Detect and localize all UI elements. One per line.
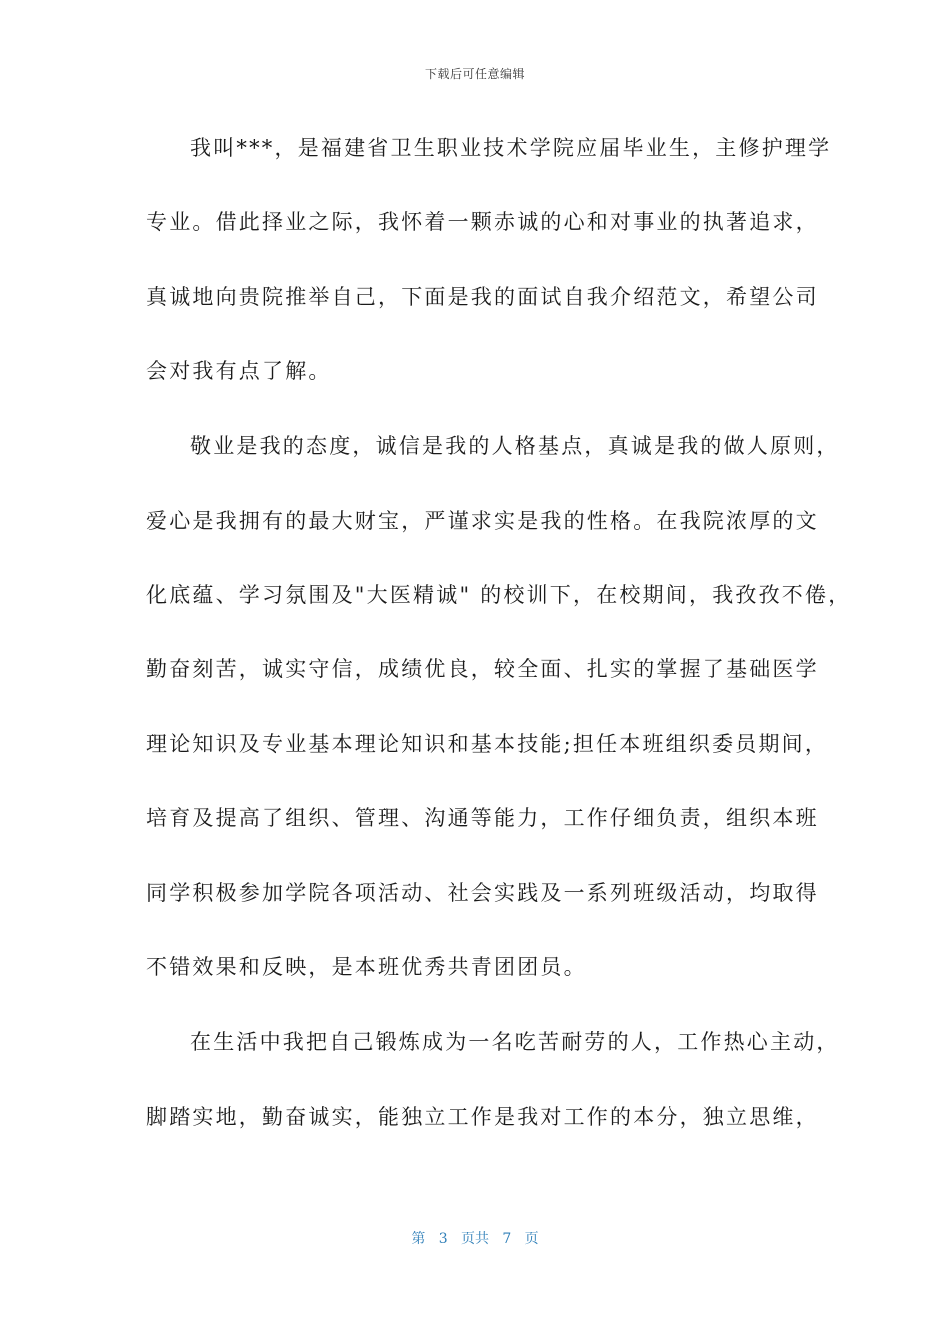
footer-middle: 页共 (461, 1231, 489, 1247)
body-line: 勤奋刻苦，诚实守信，成绩优良，较全面、扎实的掌握了基础医学 (146, 657, 819, 681)
body-line: 化底蕴、学习氛围及"大医精诚" 的校训下，在校期间，我孜孜不倦， (146, 583, 852, 607)
body-line: 真诚地向贵院推举自己，下面是我的面试自我介绍范文，希望公司 (146, 285, 819, 309)
page-number-footer (0, 1230, 950, 1248)
body-line: 专业。借此择业之际，我怀着一颗赤诚的心和对事业的执著追求， (146, 210, 819, 234)
body-line: 我叫***，是福建省卫生职业技术学院应届毕业生，主修护理学 (190, 136, 832, 160)
body-line: 脚踏实地，勤奋诚实，能独立工作是我对工作的本分，独立思维， (146, 1105, 819, 1129)
current-page-number: 3 (438, 1231, 448, 1247)
body-line: 理论知识及专业基本理论知识和基本技能;担任本班组织委员期间， (146, 732, 829, 756)
total-pages-number: 7 (502, 1231, 512, 1247)
header-note: 下载后可任意编辑 (424, 67, 525, 81)
body-line: 在生活中我把自己锻炼成为一名吃苦耐劳的人，工作热心主动， (190, 1030, 840, 1054)
footer-suffix: 页 (524, 1231, 539, 1247)
body-line: 会对我有点了解。 (146, 359, 332, 383)
body-line: 不错效果和反映，是本班优秀共青团团员。 (146, 955, 587, 979)
body-line: 敬业是我的态度，诚信是我的人格基点，真诚是我的做人原则， (190, 434, 840, 458)
body-line: 同学积极参加学院各项活动、社会实践及一系列班级活动，均取得 (146, 881, 819, 905)
footer-prefix: 第 (411, 1231, 426, 1247)
body-line: 爱心是我拥有的最大财宝，严谨求实是我的性格。在我院浓厚的文 (146, 509, 819, 533)
body-line: 培育及提高了组织、管理、沟通等能力，工作仔细负责，组织本班 (146, 806, 819, 830)
